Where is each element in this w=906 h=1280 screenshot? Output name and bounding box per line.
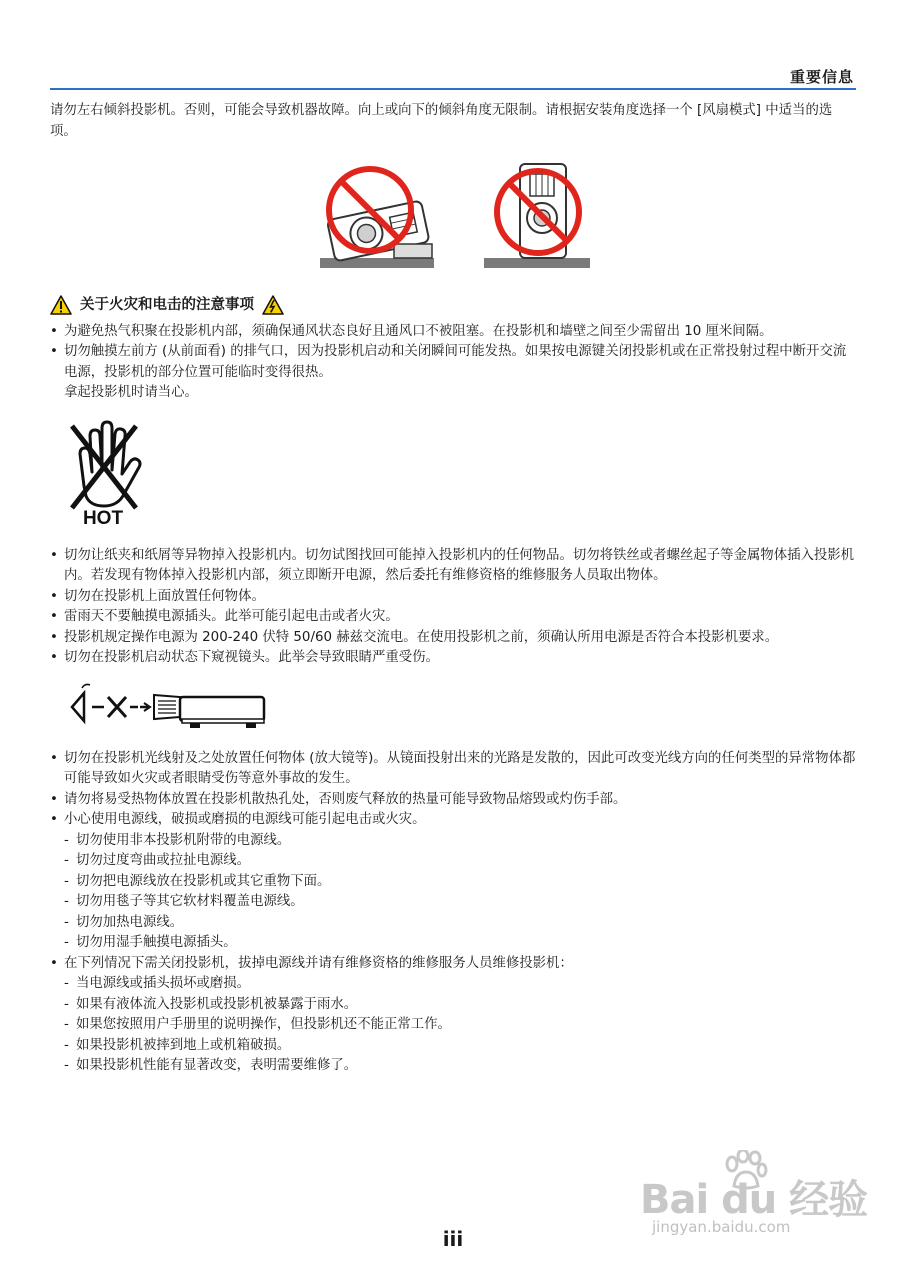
sub-list-item: - 如果投影机性能有显著改变，表明需要维修了。 <box>64 1056 856 1077</box>
list-item-text: 小心使用电源线，破损或磨损的电源线可能引起电击或火灾。 <box>64 812 426 827</box>
list-item <box>50 810 856 831</box>
list-item: • 投影机规定操作电源为 200-240 伏特 50/60 赫兹交流电。在使用投影机之前，须确认所用电源是否符合本投影机要求。 <box>50 628 856 649</box>
sub-list-item: - 切勿把电源线放在投影机或其它重物下面。 <box>64 872 856 893</box>
fire-shock-section-heading <box>50 295 856 316</box>
section-title: 关于火灾和电击的注意事项 <box>80 297 254 313</box>
caution-icon <box>50 295 72 315</box>
list-item: • 请勿将易受热物体放置在投影机散热孔处，否则废气释放的热量可能导致物品熔毁或灼伤手部。 <box>50 790 856 811</box>
hot-label: HOT <box>82 507 124 526</box>
sub-list-item: - 如果投影机被摔到地上或机箱破损。 <box>64 1036 856 1057</box>
header-rule <box>50 88 856 90</box>
sub-list-item: - 切勿用毯子等其它软材料覆盖电源线。 <box>64 892 856 913</box>
watermark-brand: Bai du 经验 <box>640 1177 868 1223</box>
list-item-note: 拿起投影机时请当心。 <box>64 385 198 400</box>
bullet-list-power-cord <box>50 749 856 831</box>
tilt-left-right-prohibited-illustration <box>308 160 438 272</box>
list-item: • 切勿在投影机上面放置任何物体。 <box>50 587 856 608</box>
do-not-look-into-lens-illustration <box>58 679 270 735</box>
header-title: 重要信息 <box>789 68 854 86</box>
intro-paragraph: 请勿左右倾斜投影机。否则，可能会导致机器故障。向上或向下的倾斜角度无限制。请根据安装角度选择一个 [风扇模式] 中适当的选项。 <box>50 103 833 139</box>
bullet-list-service <box>50 954 856 975</box>
sub-list-item: - 如果您按照用户手册里的说明操作，但投影机还不能正常工作。 <box>64 1015 856 1036</box>
list-item: • 切勿在投影机光线射及之处放置任何物体 (放大镜等)。从镜面投射出来的光路是发散的，因此可改变光线方向的任何类型的异常物体都可能导致如火灾或者眼睛受伤等意外事故的发生。 <box>50 749 856 790</box>
list-item-text: 切勿触摸左前方 (从前面看) 的排气口，因为投影机启动和关闭瞬间可能发热。如果按电源键关闭投影机或在正常投射过程中断开交流电源，投影机的部分位置可能临时变得很热。 <box>64 344 847 380</box>
list-item: • 雷雨天不要触摸电源插头。此举可能引起电击或者火灾。 <box>50 607 856 628</box>
list-item: • 为避免热气积聚在投影机内部，须确保通风状态良好且通风口不被阻塞。在投影机和墙壁之间至少需留出 10 厘米间隔。 <box>50 322 856 343</box>
sub-list-item: - 当电源线或插头损坏或磨损。 <box>64 974 856 995</box>
sub-list-item: - 切勿过度弯曲或拉扯电源线。 <box>64 851 856 872</box>
sub-list-item: - 切勿加热电源线。 <box>64 913 856 934</box>
hot-hand-prohibited-icon <box>60 414 146 526</box>
sub-list-item: - 切勿用湿手触摸电源插头。 <box>64 933 856 954</box>
page-number: iii <box>442 1227 464 1251</box>
sub-list-item: - 如果有液体流入投影机或投影机被暴露于雨水。 <box>64 995 856 1016</box>
lens-warning-figure <box>50 679 856 739</box>
electric-shock-warning-icon <box>262 295 284 315</box>
bullet-list-ventilation <box>50 322 856 404</box>
main-content <box>50 101 856 1077</box>
list-item: • 在下列情况下需关闭投影机，拔掉电源线并请有维修资格的维修服务人员维修投影机： <box>50 954 856 975</box>
power-cord-sublist <box>64 831 856 954</box>
service-sublist <box>64 974 856 1077</box>
list-item: • 切勿让纸夹和纸屑等异物掉入投影机内。切勿试图找回可能掉入投影机内的任何物品。切勿将铁丝或者螺丝起子等金属物体插入投影机内。若发现有物体掉入投影机内部，须立即断开电源，然后委托有维修资格的维修服务人员取出物体。 <box>50 546 856 587</box>
hot-warning-figure <box>50 414 856 540</box>
bullet-list-foreign-objects <box>50 546 856 669</box>
vertical-placement-prohibited-illustration <box>480 160 596 272</box>
tilt-prohibited-figure <box>50 152 856 282</box>
list-item <box>50 342 856 404</box>
list-item: • 切勿在投影机启动状态下窥视镜头。此举会导致眼睛严重受伤。 <box>50 648 856 669</box>
sub-list-item: - 切勿使用非本投影机附带的电源线。 <box>64 831 856 852</box>
watermark-url: jingyan.baidu.com <box>652 1218 791 1236</box>
